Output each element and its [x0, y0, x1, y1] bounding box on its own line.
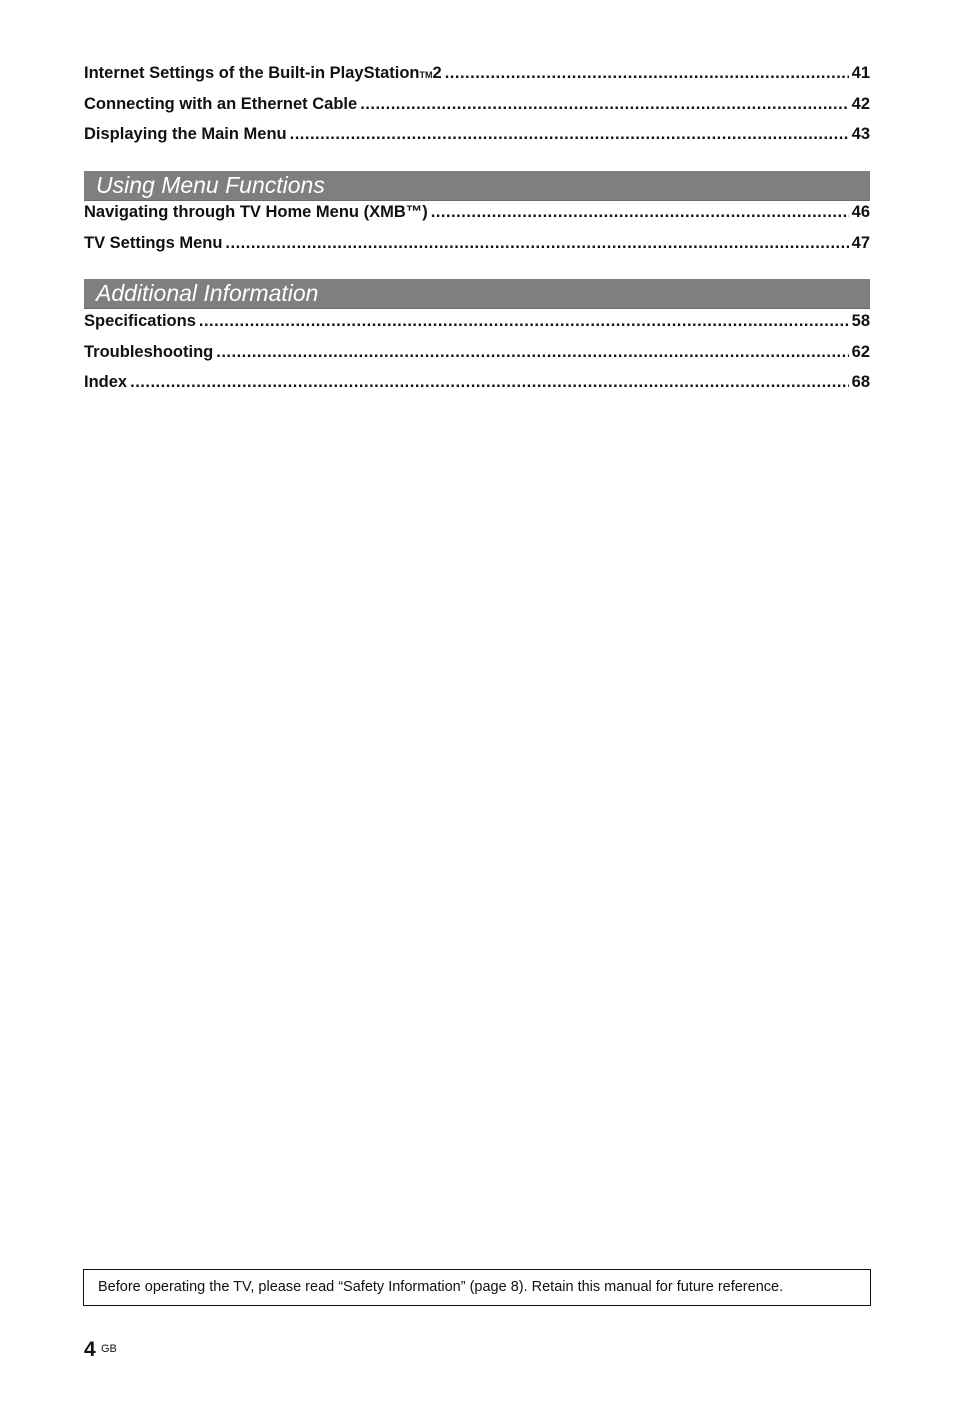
- toc-entry-title: Connecting with an Ethernet Cable: [84, 94, 358, 113]
- toc-entry-page: 42: [851, 94, 870, 113]
- toc-entry-specifications[interactable]: [84, 312, 870, 343]
- toc-entry-title: Displaying the Main Menu: [84, 125, 287, 143]
- toc-entry-troubleshooting[interactable]: [84, 343, 870, 374]
- toc-entry-ethernet-cable[interactable]: [84, 95, 870, 126]
- toc-entry-page: 68: [851, 373, 870, 391]
- toc-dot-leader: [445, 64, 849, 83]
- safety-notice-box: Before operating the TV, please read “Safety Information” (page 8). Retain this manual for future reference.: [83, 1269, 871, 1306]
- toc-entry-page: 47: [851, 233, 870, 252]
- toc-entry-index[interactable]: [84, 373, 870, 404]
- toc-entry-page: 46: [851, 203, 870, 221]
- trademark-mark: TM: [419, 70, 433, 80]
- section-heading-additional-information: Additional Information: [84, 279, 870, 309]
- toc-entry-title: TV Settings Menu: [84, 233, 223, 252]
- toc-entry-title: Specifications: [84, 312, 196, 330]
- toc-entry-tv-home-menu[interactable]: [84, 203, 870, 234]
- toc-entry-page: 43: [851, 125, 870, 143]
- toc-dot-leader: [431, 203, 849, 222]
- toc-entry-tv-settings-menu[interactable]: [84, 234, 870, 265]
- toc-group-additional-information: [84, 312, 870, 404]
- toc-entry-page: 62: [851, 342, 870, 361]
- toc-entry-main-menu[interactable]: [84, 125, 870, 156]
- toc-dot-leader: [360, 95, 848, 114]
- page-region-code: GB: [101, 1343, 117, 1355]
- section-heading-using-menu-functions: Using Menu Functions: [84, 171, 870, 201]
- toc-entry-internet-settings[interactable]: [84, 64, 870, 95]
- toc-entry-title: Internet Settings of the Built-in PlayStationTM2: [84, 64, 442, 82]
- toc-dot-leader: [225, 234, 848, 253]
- toc-dot-leader: [199, 312, 849, 331]
- toc-entry-page: 41: [851, 64, 870, 82]
- toc-dot-leader: [130, 373, 849, 392]
- toc-entry-title: Navigating through TV Home Menu (XMB™): [84, 203, 428, 221]
- toc-entry-title: Troubleshooting: [84, 342, 214, 361]
- toc-entry-title: Index: [84, 373, 128, 391]
- toc-dot-leader: [216, 343, 848, 362]
- toc-group-network: [84, 64, 870, 156]
- toc-entry-page: 58: [851, 312, 870, 330]
- toc-dot-leader: [290, 125, 849, 144]
- toc-group-menu-functions: [84, 203, 870, 264]
- page-number: 4: [84, 1338, 96, 1361]
